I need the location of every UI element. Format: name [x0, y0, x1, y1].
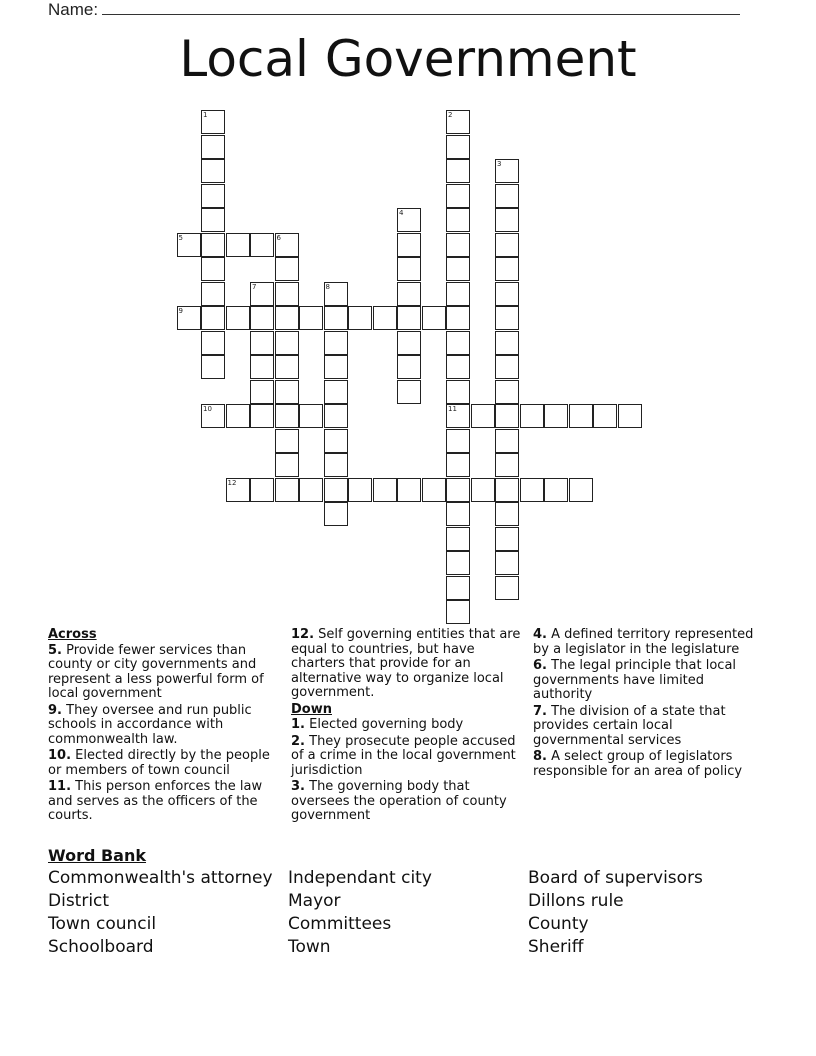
clues-column-1: [48, 628, 282, 826]
crossword-cell[interactable]: [495, 282, 519, 306]
crossword-cell[interactable]: [495, 306, 519, 330]
crossword-cell[interactable]: [226, 404, 250, 428]
crossword-cell[interactable]: [348, 306, 372, 330]
clue-number: 11: [448, 405, 457, 413]
crossword-cell[interactable]: [446, 380, 470, 404]
crossword-cell[interactable]: [397, 355, 421, 379]
crossword-cell[interactable]: [226, 233, 250, 257]
crossword-cell[interactable]: [275, 453, 299, 477]
crossword-cell[interactable]: [446, 282, 470, 306]
crossword-cell[interactable]: [275, 380, 299, 404]
crossword-cell[interactable]: [446, 135, 470, 159]
crossword-cell[interactable]: [275, 306, 299, 330]
clue-across-12: 12. Self governing entities that are equal to countries, but have charters that provide for an alternative way to organize local government.: [291, 627, 521, 700]
crossword-cell[interactable]: [446, 404, 470, 428]
crossword-cell[interactable]: [495, 159, 519, 183]
crossword-cell[interactable]: [275, 478, 299, 502]
crossword-cell[interactable]: [201, 331, 225, 355]
clue-down-3: 3. The governing body that oversees the operation of county government: [291, 779, 507, 823]
crossword-cell[interactable]: [495, 257, 519, 281]
crossword-cell[interactable]: [446, 502, 470, 526]
crossword-cell[interactable]: [324, 355, 348, 379]
crossword-cell[interactable]: [250, 404, 274, 428]
clues-column-2: [291, 628, 525, 826]
word-bank-column-3: [528, 867, 768, 959]
crossword-cell[interactable]: [446, 208, 470, 232]
crossword-cell[interactable]: [446, 453, 470, 477]
crossword-cell[interactable]: [495, 208, 519, 232]
crossword-cell[interactable]: [324, 331, 348, 355]
crossword-cell[interactable]: [446, 331, 470, 355]
crossword-cell[interactable]: [177, 233, 201, 257]
page-title: Local Government: [179, 30, 637, 88]
crossword-cell[interactable]: [495, 551, 519, 575]
clue-number: 9: [178, 307, 183, 315]
crossword-cell[interactable]: [250, 355, 274, 379]
crossword-cell[interactable]: [324, 282, 348, 306]
crossword-cell[interactable]: [324, 306, 348, 330]
crossword-cell[interactable]: [446, 478, 470, 502]
crossword-cell[interactable]: [569, 478, 593, 502]
crossword-cell[interactable]: [397, 257, 421, 281]
crossword-cell[interactable]: [495, 478, 519, 502]
crossword-cell[interactable]: [275, 355, 299, 379]
clue-across-11: 11. This person enforces the law and serves as the officers of the courts.: [48, 779, 263, 823]
clue-down-2: 2. They prosecute people accused of a crime in the local government jurisdiction: [291, 733, 516, 778]
crossword-cell[interactable]: [446, 233, 470, 257]
crossword-cell[interactable]: [520, 478, 544, 502]
crossword-cell[interactable]: [446, 429, 470, 453]
crossword-cell[interactable]: [324, 453, 348, 477]
word-bank-column-2: [288, 867, 528, 959]
word-bank-column-1: [48, 867, 288, 959]
crossword-cell[interactable]: [201, 135, 225, 159]
crossword-cell[interactable]: [446, 184, 470, 208]
clue-number: 2: [448, 111, 453, 119]
crossword-cell[interactable]: [495, 502, 519, 526]
crossword-cell[interactable]: [495, 453, 519, 477]
crossword-cell[interactable]: [495, 331, 519, 355]
crossword-cell[interactable]: [544, 404, 568, 428]
crossword-cell[interactable]: [593, 404, 617, 428]
crossword-cell[interactable]: [201, 355, 225, 379]
crossword-cell[interactable]: [446, 306, 470, 330]
clue-number: 4: [399, 209, 404, 217]
crossword-cell[interactable]: [446, 600, 470, 624]
clue-number: 6: [276, 233, 281, 242]
crossword-cell[interactable]: [250, 380, 274, 404]
crossword-cell[interactable]: [201, 306, 225, 330]
clues-column-3: [533, 628, 767, 781]
crossword-cell[interactable]: [446, 257, 470, 281]
crossword-cell[interactable]: [495, 576, 519, 600]
crossword-cell[interactable]: [495, 233, 519, 257]
crossword-cell[interactable]: [471, 404, 495, 428]
crossword-cell[interactable]: [275, 404, 299, 428]
crossword-cell[interactable]: [397, 233, 421, 257]
crossword-cell[interactable]: [446, 159, 470, 183]
clue-down-1: 1. Elected governing body: [291, 717, 464, 732]
crossword-cell[interactable]: [397, 282, 421, 306]
crossword-cell[interactable]: [201, 404, 225, 428]
crossword-cell[interactable]: [569, 404, 593, 428]
crossword-cell[interactable]: [446, 527, 470, 551]
clue-across-10: 10. Elected directly by the people or members of town council: [48, 748, 270, 778]
clue-number: 10: [203, 405, 212, 413]
crossword-cell[interactable]: [250, 306, 274, 330]
crossword-cell[interactable]: [397, 380, 421, 404]
crossword-cell[interactable]: [422, 478, 446, 502]
crossword-cell[interactable]: [250, 233, 274, 257]
word-bank-item: Sheriff: [528, 937, 584, 957]
crossword-cell[interactable]: [201, 159, 225, 183]
crossword-cell[interactable]: [446, 110, 470, 134]
crossword-cell[interactable]: [275, 331, 299, 355]
crossword-cell[interactable]: [324, 478, 348, 502]
clue-down-8: 8. A select group of legislators responsible for an area of policy: [533, 749, 743, 779]
crossword-cell[interactable]: [373, 306, 397, 330]
crossword-cell[interactable]: [397, 331, 421, 355]
crossword-cell[interactable]: [275, 233, 299, 257]
crossword-cell[interactable]: [201, 282, 225, 306]
crossword-cell[interactable]: [397, 208, 421, 232]
clue-down-4: 4. A defined territory represented by a legislator in the legislature: [533, 627, 754, 657]
word-bank-item: County: [528, 914, 589, 934]
crossword-cell[interactable]: [495, 429, 519, 453]
crossword-cell[interactable]: [495, 184, 519, 208]
crossword-cell[interactable]: [397, 478, 421, 502]
word-bank-item: Commonwealth's attorney: [48, 868, 273, 888]
crossword-cell[interactable]: [495, 527, 519, 551]
crossword-cell[interactable]: [201, 257, 225, 281]
crossword-cell[interactable]: [275, 257, 299, 281]
word-bank-item: Independant city: [288, 868, 432, 888]
word-bank-item: Committees: [288, 914, 392, 934]
word-bank-item: Board of supervisors: [528, 868, 703, 888]
crossword-cell[interactable]: [201, 110, 225, 134]
crossword-cell[interactable]: [446, 355, 470, 379]
clue-across-5: 5. Provide fewer services than county or city governments and represent a less powerful form of local government: [48, 642, 264, 701]
crossword-cell[interactable]: [544, 478, 568, 502]
word-bank-item: Dillons rule: [528, 891, 624, 911]
crossword-cell[interactable]: [446, 551, 470, 575]
crossword-cell[interactable]: [495, 404, 519, 428]
crossword-cell[interactable]: [275, 429, 299, 453]
crossword-cell[interactable]: [226, 306, 250, 330]
clue-down-7: 7. The division of a state that provides certain local governmental services: [533, 703, 726, 748]
crossword-cell[interactable]: [250, 282, 274, 306]
crossword-cell[interactable]: [299, 306, 323, 330]
word-bank-item: Mayor: [288, 891, 341, 911]
crossword-cell[interactable]: [299, 478, 323, 502]
crossword-cell[interactable]: [324, 380, 348, 404]
crossword-cell[interactable]: [471, 478, 495, 502]
crossword-cell[interactable]: [324, 429, 348, 453]
name-label: Name:: [48, 0, 99, 19]
crossword-cell[interactable]: [201, 208, 225, 232]
down-heading: Down: [291, 701, 332, 717]
crossword-cell[interactable]: [275, 282, 299, 306]
clue-number: 8: [325, 282, 330, 291]
across-heading: Across: [48, 627, 97, 642]
crossword-cell[interactable]: [299, 404, 323, 428]
clue-number: 12: [227, 478, 237, 487]
crossword-cell[interactable]: [250, 478, 274, 502]
clue-across-9: 9. They oversee and run public schools in accordance with commonwealth law.: [48, 702, 252, 747]
crossword-cell[interactable]: [373, 478, 397, 502]
crossword-cell[interactable]: [520, 404, 544, 428]
crossword-cell[interactable]: [250, 331, 274, 355]
crossword-cell[interactable]: [201, 233, 225, 257]
crossword-cell[interactable]: [618, 404, 642, 428]
crossword-cell[interactable]: [495, 355, 519, 379]
crossword-cell[interactable]: [201, 184, 225, 208]
word-bank-item: District: [48, 891, 110, 911]
crossword-cell[interactable]: [324, 404, 348, 428]
crossword-cell[interactable]: [446, 576, 470, 600]
clue-number: 1: [203, 111, 208, 119]
clue-number: 7: [252, 282, 257, 291]
word-bank-item: Town council: [48, 914, 157, 934]
crossword-cell[interactable]: [226, 478, 250, 502]
clue-number: 3: [497, 160, 502, 168]
clue-number: 5: [178, 233, 183, 242]
crossword-cell[interactable]: [177, 306, 201, 330]
crossword-cell[interactable]: [348, 478, 372, 502]
word-bank-item: Schoolboard: [48, 937, 154, 957]
crossword-cell[interactable]: [397, 306, 421, 330]
word-bank-item: Town: [288, 937, 331, 957]
clue-down-6: 6. The legal principle that local governments have limited authority: [533, 658, 737, 702]
crossword-cell[interactable]: [422, 306, 446, 330]
word-bank-heading: Word Bank: [48, 846, 147, 865]
crossword-cell[interactable]: [495, 380, 519, 404]
crossword-cell[interactable]: [324, 502, 348, 526]
